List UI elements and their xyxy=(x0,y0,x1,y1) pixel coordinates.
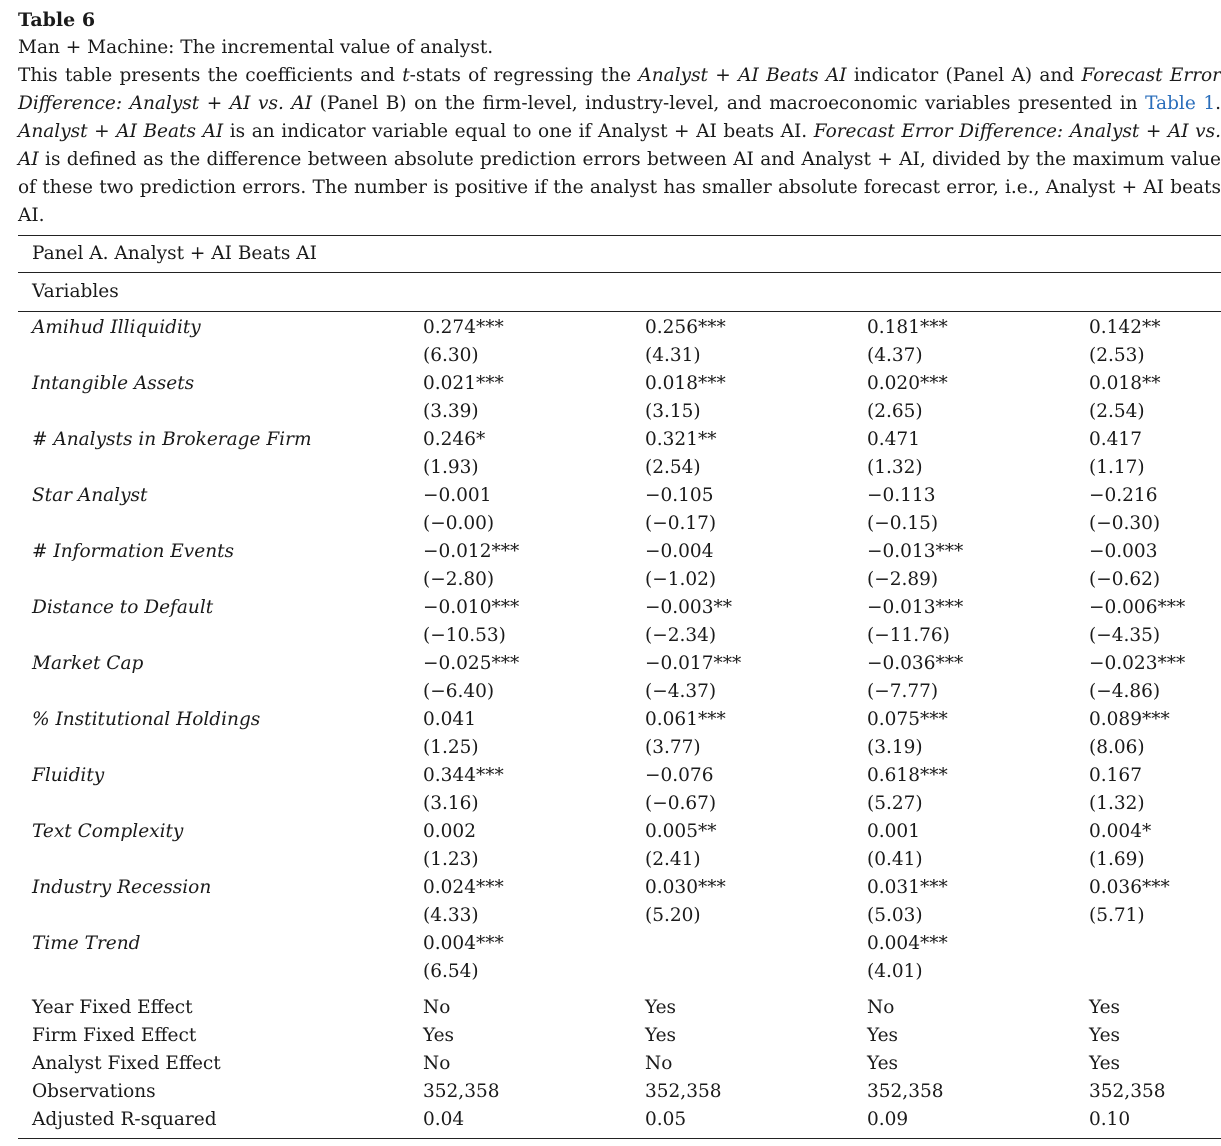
tstat-cell: (5.20) xyxy=(645,905,701,926)
fixed-effects-rows xyxy=(18,986,1221,1138)
coefficient-cell: 0.021*** xyxy=(423,373,504,394)
tstat-cell: (−2.34) xyxy=(645,625,717,646)
tstat-cell: (4.37) xyxy=(867,345,923,366)
caption-t-stat: t xyxy=(402,65,410,86)
variable-label: Intangible Assets xyxy=(32,373,195,394)
tstat-cell: (3.16) xyxy=(423,793,479,814)
tstat-cell: (−11.76) xyxy=(867,625,950,646)
table-row-tstat xyxy=(18,510,1221,538)
coefficient-cell: 0.246* xyxy=(423,429,486,450)
caption-text-3: indicator (Panel A) and xyxy=(846,65,1082,86)
coefficient-cell: −0.003 xyxy=(1089,541,1158,562)
tstat-cell: (−10.53) xyxy=(423,625,506,646)
tstat-cell: (−2.89) xyxy=(867,569,939,590)
tstat-cell: (−0.17) xyxy=(645,513,717,534)
tstat-cell: (1.23) xyxy=(423,849,479,870)
variable-label: Text Complexity xyxy=(32,821,184,842)
table-row-tstat xyxy=(18,790,1221,818)
caption-text-2: -stats of regressing the xyxy=(409,65,639,86)
statistic-cell: Yes xyxy=(867,1025,899,1046)
table-row xyxy=(18,426,1221,454)
tstat-cell: (−1.02) xyxy=(645,569,717,590)
coefficient-cell: −0.004 xyxy=(645,541,714,562)
variable-label: # Analysts in Brokerage Firm xyxy=(32,429,312,450)
coefficient-cell: 0.036*** xyxy=(1089,877,1170,898)
variable-label: Fluidity xyxy=(32,765,105,786)
coefficient-cell: −0.013*** xyxy=(867,541,964,562)
coefficient-cell: 0.024*** xyxy=(423,877,504,898)
table-row xyxy=(18,818,1221,846)
coefficient-cell: 0.004*** xyxy=(423,933,504,954)
tstat-cell: (2.54) xyxy=(1089,401,1145,422)
coefficient-cell: 0.005** xyxy=(645,821,717,842)
caption-indicator-name: Analyst + AI Beats AI xyxy=(18,121,224,142)
table-row xyxy=(18,594,1221,622)
coefficient-cell: −0.012*** xyxy=(423,541,520,562)
variable-label: Distance to Default xyxy=(32,597,214,618)
tstat-cell: (3.15) xyxy=(645,401,701,422)
table-row xyxy=(18,706,1221,734)
statistic-cell: 0.05 xyxy=(645,1109,687,1130)
tstat-cell: (2.54) xyxy=(645,457,701,478)
table-row-tstat xyxy=(18,734,1221,762)
coefficient-cell: 0.471 xyxy=(867,429,920,450)
statistic-label: Adjusted R-squared xyxy=(32,1109,217,1130)
statistic-cell: 352,358 xyxy=(1089,1081,1166,1102)
tstat-cell: (3.19) xyxy=(867,737,923,758)
coefficient-cell: 0.256*** xyxy=(645,317,726,338)
tstat-cell: (4.33) xyxy=(423,905,479,926)
caption-text-6: is an indicator variable equal to one if Analyst + AI beats AI. xyxy=(223,121,814,142)
coefficient-cell: −0.023*** xyxy=(1089,653,1186,674)
coefficient-cell: 0.344*** xyxy=(423,765,504,786)
variable-label: % Institutional Holdings xyxy=(32,709,261,730)
caption-panel-a-name: Analyst + AI Beats AI xyxy=(638,65,847,86)
statistic-cell: No xyxy=(423,997,451,1018)
table-row xyxy=(18,1106,1221,1134)
coefficient-cell: −0.010*** xyxy=(423,597,520,618)
statistic-cell: No xyxy=(423,1053,451,1074)
table-caption xyxy=(18,62,1221,230)
coefficient-cell: 0.089*** xyxy=(1089,709,1170,730)
tstat-cell: (1.17) xyxy=(1089,457,1145,478)
panel-title: Panel A. Analyst + AI Beats AI xyxy=(32,243,317,264)
coefficient-cell: 0.181*** xyxy=(867,317,948,338)
tstat-cell: (4.01) xyxy=(867,961,923,982)
coefficient-cell: −0.113 xyxy=(867,485,936,506)
table-row xyxy=(18,314,1221,342)
coefficient-cell: 0.061*** xyxy=(645,709,726,730)
regression-rows xyxy=(18,312,1221,986)
coefficient-cell: 0.274*** xyxy=(423,317,504,338)
coefficient-cell: −0.001 xyxy=(423,485,492,506)
tstat-cell: (2.65) xyxy=(867,401,923,422)
tstat-cell: (−2.80) xyxy=(423,569,495,590)
statistic-cell: No xyxy=(867,997,895,1018)
table-row-tstat xyxy=(18,342,1221,370)
table-row-tstat xyxy=(18,566,1221,594)
coefficient-cell: 0.004* xyxy=(1089,821,1152,842)
tstat-cell: (−0.00) xyxy=(423,513,495,534)
table-row xyxy=(18,1022,1221,1050)
coefficient-cell: 0.031*** xyxy=(867,877,948,898)
tstat-cell: (−0.67) xyxy=(645,793,717,814)
coefficient-cell: 0.075*** xyxy=(867,709,948,730)
table-row xyxy=(18,994,1221,1022)
statistic-cell: 0.09 xyxy=(867,1109,909,1130)
coefficient-cell: 0.618*** xyxy=(867,765,948,786)
caption-text-7: is defined as the difference between absolute prediction errors between AI and Analyst + AI, divided by the maximum value of these two prediction errors. The number is positive if the analyst has smaller absolute forecast error, i.e., Analyst + AI beats AI. xyxy=(18,149,1221,226)
tstat-cell: (−4.86) xyxy=(1089,681,1161,702)
statistic-label: Year Fixed Effect xyxy=(32,997,193,1018)
table-row-tstat xyxy=(18,902,1221,930)
statistic-cell: 352,358 xyxy=(645,1081,722,1102)
coefficient-cell: 0.417 xyxy=(1089,429,1142,450)
coefficient-cell: 0.002 xyxy=(423,821,476,842)
tstat-cell: (−6.40) xyxy=(423,681,495,702)
tstat-cell: (−4.37) xyxy=(645,681,717,702)
statistic-label: Observations xyxy=(32,1081,156,1102)
table-row xyxy=(18,1078,1221,1106)
tstat-cell: (3.77) xyxy=(645,737,701,758)
coefficient-cell: 0.030*** xyxy=(645,877,726,898)
caption-text-5: . xyxy=(1215,93,1221,114)
table-1-link[interactable]: Table 1 xyxy=(1145,93,1216,114)
variables-header: Variables xyxy=(32,281,119,302)
table-row xyxy=(18,874,1221,902)
coefficient-cell: −0.105 xyxy=(645,485,714,506)
statistic-cell: Yes xyxy=(1089,1053,1121,1074)
coefficient-cell: 0.001 xyxy=(867,821,920,842)
tstat-cell: (1.25) xyxy=(423,737,479,758)
tstat-cell: (1.93) xyxy=(423,457,479,478)
table-row-tstat xyxy=(18,958,1221,986)
table-row xyxy=(18,650,1221,678)
table-row xyxy=(18,930,1221,958)
tstat-cell: (8.06) xyxy=(1089,737,1145,758)
coefficient-cell: 0.018** xyxy=(1089,373,1161,394)
table-label: Table 6 xyxy=(18,9,96,31)
statistic-cell: Yes xyxy=(645,1025,677,1046)
tstat-cell: (−0.15) xyxy=(867,513,939,534)
tstat-cell: (5.27) xyxy=(867,793,923,814)
table-row-tstat xyxy=(18,398,1221,426)
tstat-cell: (−7.77) xyxy=(867,681,939,702)
statistic-cell: Yes xyxy=(423,1025,455,1046)
coefficient-cell: −0.006*** xyxy=(1089,597,1186,618)
table-row-tstat xyxy=(18,622,1221,650)
variable-label: Industry Recession xyxy=(32,877,212,898)
tstat-cell: (5.03) xyxy=(867,905,923,926)
caption-panel-b-name: Forecast Error Difference: Analyst + AI vs. AI xyxy=(18,65,1221,114)
coefficient-cell: −0.017*** xyxy=(645,653,742,674)
tstat-cell: (2.41) xyxy=(645,849,701,870)
coefficient-cell: 0.142** xyxy=(1089,317,1161,338)
tstat-cell: (5.71) xyxy=(1089,905,1145,926)
statistic-cell: Yes xyxy=(1089,1025,1121,1046)
caption-text-1: This table presents the coefficients and xyxy=(18,65,403,86)
tstat-cell: (−0.30) xyxy=(1089,513,1161,534)
tstat-cell: (1.69) xyxy=(1089,849,1145,870)
variable-label: Amihud Illiquidity xyxy=(32,317,201,338)
tstat-cell: (0.41) xyxy=(867,849,923,870)
variable-label: Market Cap xyxy=(32,653,144,674)
coefficient-cell: 0.321** xyxy=(645,429,717,450)
table-row-tstat xyxy=(18,454,1221,482)
tstat-cell: (2.53) xyxy=(1089,345,1145,366)
tstat-cell: (−0.62) xyxy=(1089,569,1161,590)
coefficient-cell: 0.018*** xyxy=(645,373,726,394)
bottom-rule xyxy=(18,1138,1221,1139)
tstat-cell: (4.31) xyxy=(645,345,701,366)
statistic-cell: Yes xyxy=(1089,997,1121,1018)
tstat-cell: (6.54) xyxy=(423,961,479,982)
caption-difference-name: Forecast Error Difference: Analyst + AI vs. AI xyxy=(18,121,1221,170)
table-row xyxy=(18,1050,1221,1078)
statistic-label: Analyst Fixed Effect xyxy=(32,1053,221,1074)
coefficient-cell: −0.013*** xyxy=(867,597,964,618)
tstat-cell: (6.30) xyxy=(423,345,479,366)
coefficient-cell: 0.004*** xyxy=(867,933,948,954)
coefficient-cell: 0.041 xyxy=(423,709,476,730)
tstat-cell: (1.32) xyxy=(1089,793,1145,814)
coefficient-cell: 0.167 xyxy=(1089,765,1142,786)
table-row-tstat xyxy=(18,678,1221,706)
coefficient-cell: −0.076 xyxy=(645,765,714,786)
coefficient-cell: −0.036*** xyxy=(867,653,964,674)
coefficient-cell: −0.003** xyxy=(645,597,732,618)
table-row xyxy=(18,482,1221,510)
caption-text-4: (Panel B) on the firm-level, industry-level, and macroeconomic variables presented in xyxy=(312,93,1146,114)
statistic-cell: 352,358 xyxy=(867,1081,944,1102)
table-title: Man + Machine: The incremental value of analyst. xyxy=(18,37,494,58)
statistic-cell: 352,358 xyxy=(423,1081,500,1102)
coefficient-cell: −0.025*** xyxy=(423,653,520,674)
statistic-cell: 0.04 xyxy=(423,1109,465,1130)
variable-label: # Information Events xyxy=(32,541,235,562)
tstat-cell: (−4.35) xyxy=(1089,625,1161,646)
coefficient-cell: −0.216 xyxy=(1089,485,1158,506)
table-row xyxy=(18,370,1221,398)
table-row xyxy=(18,538,1221,566)
coefficient-cell: 0.020*** xyxy=(867,373,948,394)
statistic-cell: Yes xyxy=(867,1053,899,1074)
statistic-cell: 0.10 xyxy=(1089,1109,1131,1130)
variable-label: Time Trend xyxy=(32,933,141,954)
tstat-cell: (3.39) xyxy=(423,401,479,422)
statistic-cell: Yes xyxy=(645,997,677,1018)
variable-label: Star Analyst xyxy=(32,485,148,506)
statistic-cell: No xyxy=(645,1053,673,1074)
table-row-tstat xyxy=(18,846,1221,874)
table-row xyxy=(18,762,1221,790)
tstat-cell: (1.32) xyxy=(867,457,923,478)
table-6 xyxy=(18,0,1221,1139)
statistic-label: Firm Fixed Effect xyxy=(32,1025,197,1046)
